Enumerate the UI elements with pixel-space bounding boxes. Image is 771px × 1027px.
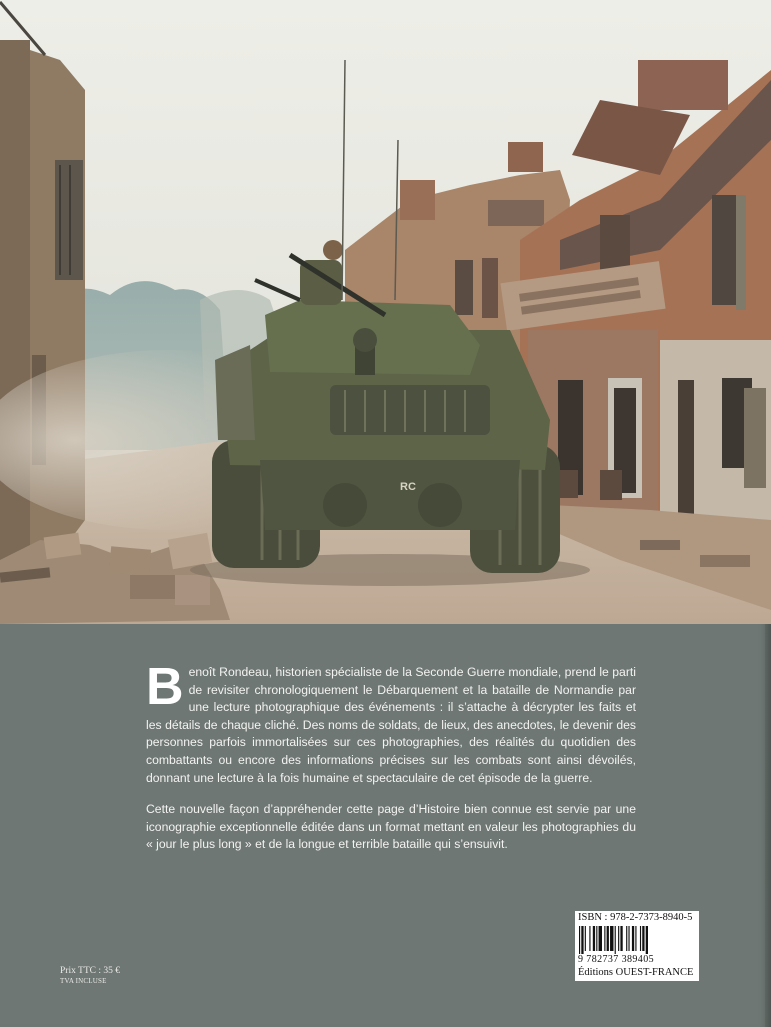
back-cover-blurb (146, 658, 636, 868)
price-label: Prix TTC : 35 € (60, 966, 120, 976)
barcode-bar (581, 926, 583, 954)
barcode-bar (640, 926, 641, 951)
barcode-bar (604, 926, 605, 951)
barcode-bar (632, 926, 634, 951)
barcode-bar (615, 926, 616, 954)
ean-digits: 9 782737 389405 (578, 954, 654, 965)
isbn-label: ISBN : 978-2-7373-8940-5 (578, 912, 693, 923)
barcode-bar (610, 926, 613, 951)
vat-label: TVA INCLUSE (60, 977, 107, 985)
blurb-paragraph-1 (146, 658, 636, 787)
barcode-bar (607, 926, 609, 951)
blurb-paragraph-2: Cette nouvelle façon d’appréhender cette page d’Histoire bien connue est servie par une iconographie exceptionnelle éditée dans un format mettant en valeur les photographies du « jour le plus long » et de la longue et terrible bataille qui s’ensuivit. (146, 802, 636, 852)
barcode-bar (646, 926, 648, 954)
drop-cap: B (146, 658, 184, 716)
publisher-name: Éditions OUEST-FRANCE (578, 967, 694, 978)
barcode-bar (642, 926, 644, 951)
barcode-bar (579, 926, 580, 954)
barcode-bar (596, 926, 597, 951)
barcode-bar (593, 926, 595, 951)
barcode-bar (585, 926, 586, 951)
barcode-icon (579, 926, 695, 954)
barcode-bar (635, 926, 636, 951)
barcode-bar (620, 926, 622, 951)
barcode-bar (628, 926, 629, 951)
blurb-paragraph-1-text: enoît Rondeau, historien spécialiste de la Seconde Guerre mondiale, prend le parti de revisiter chronologiquement le Débarquement et la bataille de Normandie par une lecture photographique des événements : il s’attache à décrypter les faits et les détails de chaque cliché. Des noms de soldats, de lieux, des anecdotes, le devenir des personnes parfois immortalisées sur ces photographies, des réalités du quotidien des combattants ou encore des informations précises sur les combats sont ainsi dévoilés, donnant une lecture à la fois humaine et spectaculaire de cet épisode de la guerre. (146, 665, 636, 785)
tank-marking: RC (400, 481, 416, 493)
isbn-barcode-box (575, 911, 699, 981)
barcode-bar (589, 926, 590, 951)
barcode-bar (599, 926, 602, 951)
barcode-bar (618, 926, 619, 951)
barcode-bar (626, 926, 627, 951)
price-block (60, 966, 120, 986)
